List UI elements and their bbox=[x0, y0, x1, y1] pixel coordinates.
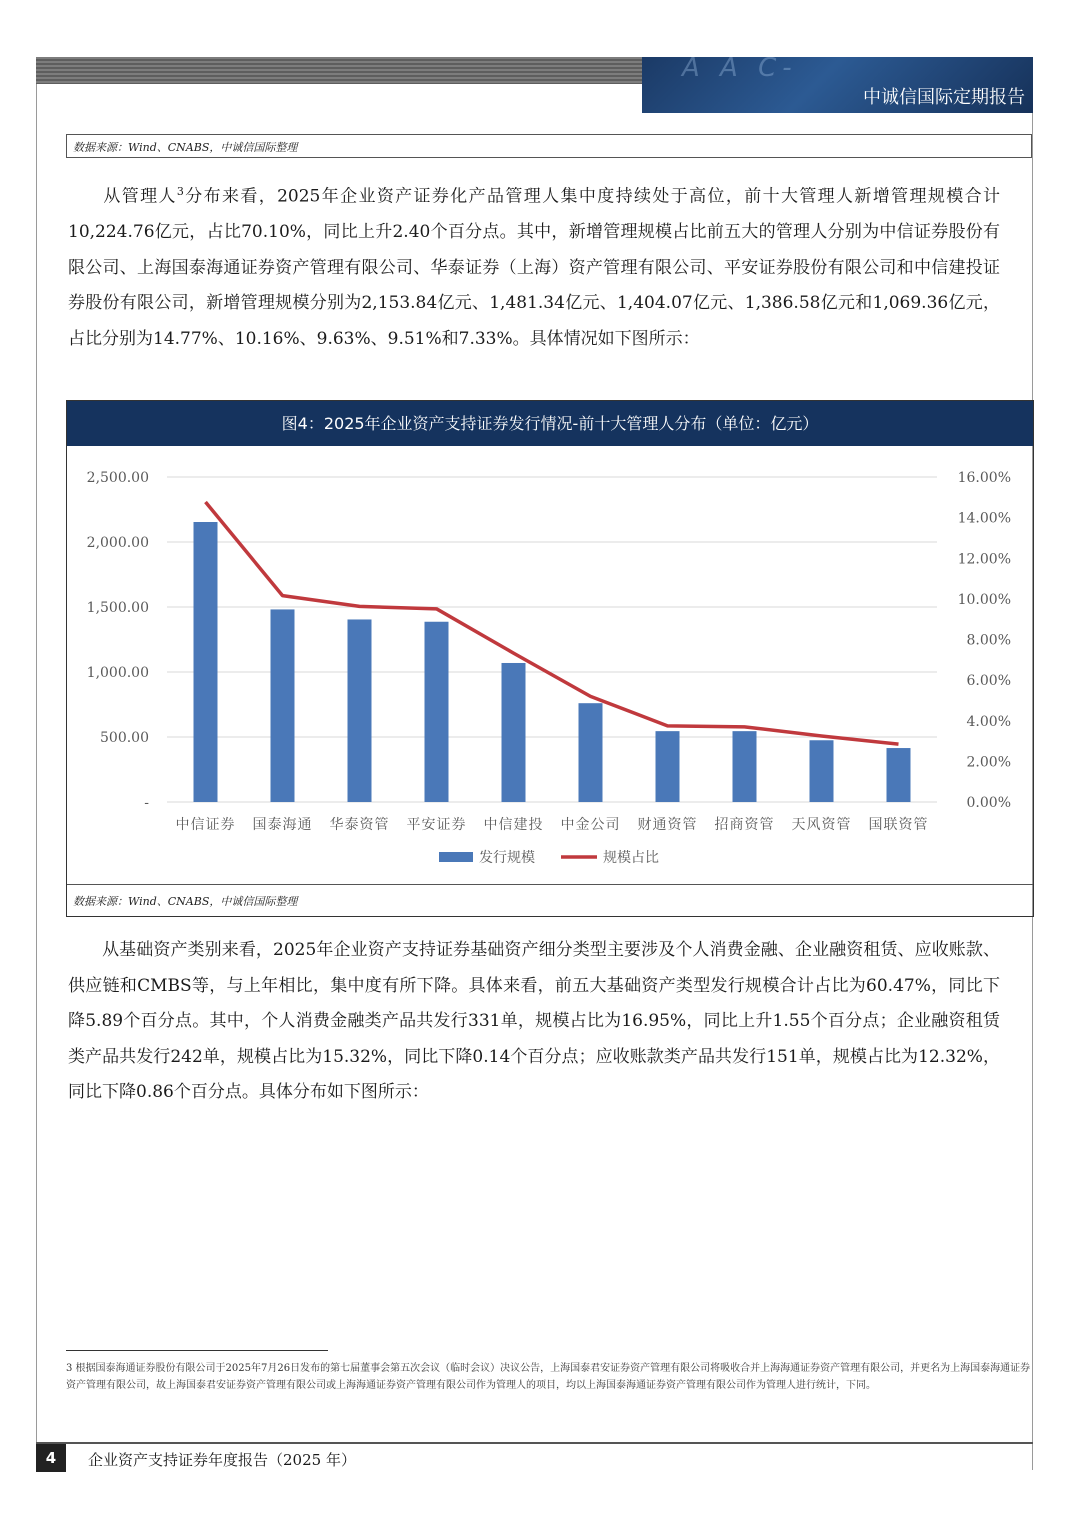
figure-source: 数据来源：Wind、CNABS，中诚信国际整理 bbox=[67, 884, 1033, 916]
y-left-tick-label: 1,500.00 bbox=[86, 600, 149, 616]
y-left-tick-label: 2,500.00 bbox=[86, 470, 149, 486]
series-line bbox=[206, 502, 899, 744]
bar bbox=[887, 748, 911, 802]
paragraph-managers bbox=[68, 174, 1000, 357]
footnote-ref: 3 bbox=[176, 185, 184, 198]
para1-lead: 从管理人 bbox=[102, 186, 177, 207]
y-left-tick-label: 1,000.00 bbox=[86, 665, 149, 681]
bar bbox=[656, 731, 680, 802]
y-right-tick-label: 2.00% bbox=[966, 754, 1011, 771]
paragraph-asset-types bbox=[68, 933, 1000, 1111]
y-right-tick-label: 4.00% bbox=[966, 713, 1011, 730]
x-tick-label: 平安证券 bbox=[406, 817, 467, 833]
x-tick-label: 招商资管 bbox=[714, 817, 775, 833]
footer-title: 企业资产支持证券年度报告（2025 年） bbox=[88, 1451, 356, 1469]
x-tick-label: 中信建投 bbox=[483, 817, 544, 833]
y-right-tick-label: 16.00% bbox=[957, 470, 1011, 486]
bar bbox=[348, 619, 372, 802]
y-right-tick-label: 14.00% bbox=[957, 510, 1011, 527]
footnote: 3 根据国泰海通证券股份有限公司于2025年7月26日发布的第七届董事会第五次会议（临时会议）决议公告，上海国泰君安证券资产管理有限公司将吸收合并上海海通证券资产管理有限公司，并更名为上海国泰海通证券资产管理有限公司，故上海国泰君安证券资产管理有限公司或上海海通证券资产管理有限公司作为管理人的项目，均以上海国泰海通证券资产管理有限公司作为管理人进行统计，下同。 bbox=[66, 1363, 1031, 1391]
bar bbox=[271, 609, 295, 802]
bar bbox=[194, 522, 218, 802]
x-tick-label: 国泰海通 bbox=[252, 817, 313, 833]
footer-rule bbox=[36, 1442, 1033, 1444]
x-tick-label: 华泰资管 bbox=[329, 817, 390, 833]
report-series-title: 中诚信国际定期报告 bbox=[863, 87, 1025, 108]
footnote-rule bbox=[66, 1350, 328, 1351]
x-tick-label: 中金公司 bbox=[560, 817, 621, 833]
bar bbox=[502, 663, 526, 802]
y-right-tick-label: 6.00% bbox=[966, 673, 1011, 690]
y-left-tick-label: - bbox=[144, 795, 149, 811]
x-tick-label: 天风资管 bbox=[791, 817, 852, 833]
y-right-tick-label: 8.00% bbox=[966, 632, 1011, 649]
figure-title: 图4：2025年企业资产支持证券发行情况-前十大管理人分布（单位：亿元） bbox=[67, 401, 1033, 446]
page-number: 4 bbox=[36, 1444, 66, 1472]
y-left-tick-label: 2,000.00 bbox=[86, 535, 149, 551]
header-decoration: A A C- bbox=[682, 57, 798, 83]
header-banner bbox=[642, 57, 1033, 113]
x-tick-label: 国联资管 bbox=[868, 817, 929, 833]
bar bbox=[425, 622, 449, 802]
para2-body: 从基础资产类别来看，2025年企业资产支持证券基础资产细分类型主要涉及个人消费金融、企业融资租赁、应收账款、供应链和CMBS等，与上年相比，集中度有所下降。具体来看，前五大基础资产类型发行规模合计占比为60.47%，同比下降5.89个百分点。其中，个人消费金融类产品共发行331单，规模占比为16.95%，同比上升1.55个百分点；企业融资租赁类产品共发行242单，规模占比为15.32%，同比下降0.14个百分点；应收账款类产品共发行151单，规模占比为12.32%，同比下降0.86个百分点。具体分布如下图所示： bbox=[68, 940, 1000, 1102]
data-source-top: 数据来源：Wind、CNABS，中诚信国际整理 bbox=[66, 134, 1032, 158]
legend-label-bar: 发行规模 bbox=[479, 850, 535, 866]
legend-swatch-bar bbox=[439, 852, 473, 862]
bar bbox=[579, 703, 603, 802]
chart bbox=[67, 446, 1033, 884]
header-stripe bbox=[36, 57, 642, 84]
y-right-tick-label: 0.00% bbox=[966, 795, 1011, 811]
bar bbox=[733, 731, 757, 802]
x-tick-label: 中信证券 bbox=[175, 817, 236, 833]
legend-label-line: 规模占比 bbox=[603, 850, 659, 866]
header-bar bbox=[36, 57, 1033, 113]
x-tick-label: 财通资管 bbox=[637, 817, 698, 833]
y-right-tick-label: 12.00% bbox=[957, 551, 1011, 568]
y-left-tick-label: 500.00 bbox=[100, 730, 149, 746]
bar bbox=[810, 740, 834, 802]
para1-body: 分布来看，2025年企业资产证券化产品管理人集中度持续处于高位，前十大管理人新增管理规模合计10,224.76亿元，占比70.10%，同比上升2.40个百分点。其中，新增管理规模占比前五大的管理人分别为中信证券股份有限公司、上海国泰海通证券资产管理有限公司、华泰证券（上海）资产管理有限公司、平安证券股份有限公司和中信建投证券股份有限公司，新增管理规模分别为2,153.84亿元、1,481.34亿元、1,404.07亿元、1,386.58亿元和1,069.36亿元，占比分别为14.77%、10.16%、9.63%、9.51%和7.33%。具体情况如下图所示： bbox=[68, 186, 1001, 349]
figure-4 bbox=[66, 400, 1034, 917]
y-right-tick-label: 10.00% bbox=[957, 591, 1011, 608]
